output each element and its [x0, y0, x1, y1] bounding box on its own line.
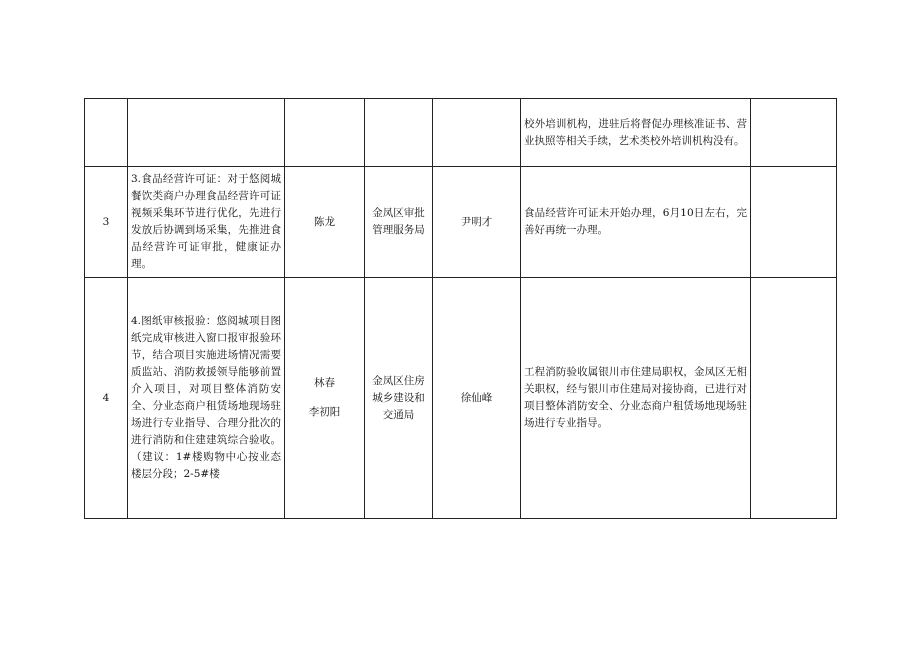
responsible-person — [285, 278, 365, 519]
issue-description: 3.食品经营许可证：对于悠阅城餐饮类商户办理食品经营许可证视频采集环节进行优化，先进行发放后协调到场采集，先推进食品经营许可证审批，健康证办理。 — [128, 167, 285, 278]
remark-cell — [751, 167, 837, 278]
progress-description: 食品经营许可证未开始办理，6月10日左右，完善好再统一办理。 — [521, 167, 751, 278]
responsible-person — [285, 167, 365, 278]
remark-cell — [751, 99, 837, 167]
table-row — [85, 167, 837, 278]
table-row — [85, 278, 837, 519]
row-number: 4 — [85, 278, 128, 519]
supervision-table — [84, 98, 837, 519]
person-name: 李初阳 — [308, 406, 341, 418]
responsible-leader: 尹明才 — [433, 167, 521, 278]
person-name: 林春 — [314, 377, 335, 389]
progress-description: 工程消防验收属银川市住建局职权，金凤区无相关职权，经与银川市住建局对接协商，已进行对项目整体消防安全、分业态商户租赁场地现场驻场进行专业指导。 — [521, 278, 751, 519]
responsible-leader — [433, 99, 521, 167]
person-name: 陈龙 — [314, 215, 335, 228]
row-number — [85, 99, 128, 167]
responsible-department: 金凤区审批管理服务局 — [365, 167, 433, 278]
remark-cell — [751, 278, 837, 519]
responsible-department — [365, 99, 433, 167]
issue-description: 4.图纸审核报验：悠阅城项目图纸完成审核进入窗口报审报验环节，结合项目实施进场情况需要质监站、消防救援领导能够前置介入项目，对项目整体消防安全、分业态商户租赁场地现场驻场进行专业指导、合理分批次的进行消防和住建建筑综合验收。（建议：1#楼购物中心按业态楼层分段；2-5#楼 — [128, 278, 285, 519]
responsible-department: 金凤区住房城乡建设和交通局 — [365, 278, 433, 519]
row-number: 3 — [85, 167, 128, 278]
responsible-person — [285, 99, 365, 167]
progress-description: 校外培训机构，进驻后将督促办理核准证书、营业执照等相关手续，艺术类校外培训机构没有。 — [521, 99, 751, 167]
responsible-leader: 徐仙峰 — [433, 278, 521, 519]
issue-description — [128, 99, 285, 167]
table-row — [85, 99, 837, 167]
